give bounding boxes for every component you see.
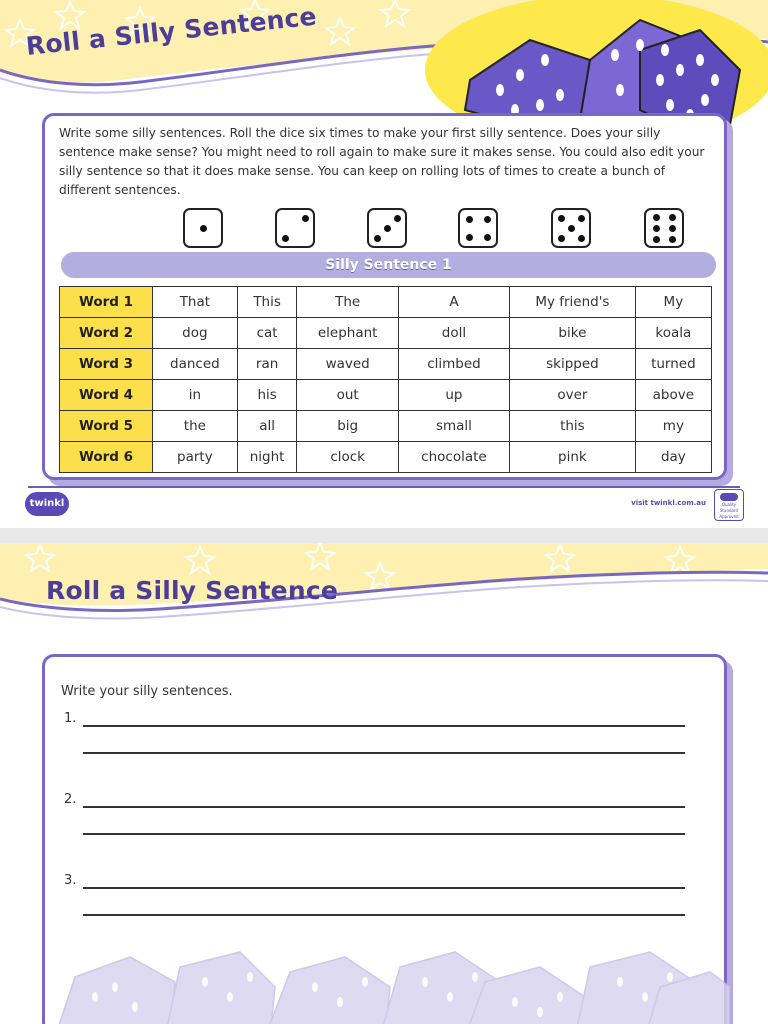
writing-line[interactable] (83, 833, 685, 835)
word-cell: My friend's (510, 287, 636, 318)
word-cell: The (297, 287, 398, 318)
word-cell: bike (510, 318, 636, 349)
writing-line[interactable] (83, 725, 685, 727)
faded-dice-illustration (45, 927, 730, 1024)
word-cell: the (153, 411, 238, 442)
dice-faces-row (45, 208, 730, 250)
word-cell: night (237, 442, 297, 473)
table-row (60, 318, 712, 349)
line-number-3: 3. (64, 873, 77, 888)
word-cell: cat (237, 318, 297, 349)
writing-line[interactable] (83, 806, 685, 808)
writing-line[interactable] (83, 752, 685, 754)
row-label: Word 4 (60, 380, 153, 411)
word-cell: ran (237, 349, 297, 380)
badge-text: Quality Standard Approved (719, 502, 739, 519)
word-cell: elephant (297, 318, 398, 349)
word-cell: My (635, 287, 711, 318)
row-label: Word 1 (60, 287, 153, 318)
table-row (60, 442, 712, 473)
word-cell: all (237, 411, 297, 442)
row-label: Word 5 (60, 411, 153, 442)
page-title: Roll a Silly Sentence (24, 1, 318, 61)
page-footer (0, 484, 768, 528)
word-cell: in (153, 380, 238, 411)
word-cell: party (153, 442, 238, 473)
word-cell: pink (510, 442, 636, 473)
quality-badge-icon (714, 489, 744, 521)
page-separator (0, 528, 768, 543)
writing-prompt: Write your silly sentences. (61, 684, 233, 699)
word-cell: up (398, 380, 509, 411)
word-cell: clock (297, 442, 398, 473)
word-cell: climbed (398, 349, 509, 380)
writing-line[interactable] (83, 887, 685, 889)
word-cell: turned (635, 349, 711, 380)
table-row (60, 411, 712, 442)
word-cell: my (635, 411, 711, 442)
word-cell: above (635, 380, 711, 411)
writing-card (42, 654, 727, 1024)
word-cell: danced (153, 349, 238, 380)
word-cell: koala (635, 318, 711, 349)
die-face-5-icon (551, 208, 591, 248)
word-cell: chocolate (398, 442, 509, 473)
row-label: Word 3 (60, 349, 153, 380)
word-cell: That (153, 287, 238, 318)
word-cell: dog (153, 318, 238, 349)
footer-divider (28, 486, 740, 488)
word-cell: small (398, 411, 509, 442)
row-label: Word 6 (60, 442, 153, 473)
line-number-2: 2. (64, 792, 77, 807)
header-banner (0, 0, 768, 130)
table-row (60, 349, 712, 380)
row-label: Word 2 (60, 318, 153, 349)
die-face-6-icon (644, 208, 684, 248)
writing-line[interactable] (83, 914, 685, 916)
word-table (59, 286, 712, 473)
word-cell: skipped (510, 349, 636, 380)
word-cell: day (635, 442, 711, 473)
word-cell: This (237, 287, 297, 318)
word-cell: out (297, 380, 398, 411)
die-face-2-icon (275, 208, 315, 248)
line-number-1: 1. (64, 711, 77, 726)
worksheet-page-2 (0, 543, 768, 1024)
word-cell: this (510, 411, 636, 442)
visit-link[interactable]: visit twinkl.com.au (631, 499, 706, 507)
die-face-3-icon (367, 208, 407, 248)
instructions-text: Write some silly sentences. Roll the dice six times to make your first silly sentence. Does your silly sentence make sense? You might need to roll again to make sure it makes sense. You could also edit your silly sentence so that it does make sense. You can keep on rolling lots of times to create a bunch of different sentences. (59, 126, 705, 197)
instructions-card (42, 113, 727, 480)
word-cell: waved (297, 349, 398, 380)
table-row (60, 287, 712, 318)
word-cell: doll (398, 318, 509, 349)
die-face-4-icon (458, 208, 498, 248)
twinkl-logo: twinkl (25, 492, 69, 516)
die-face-1-icon (183, 208, 223, 248)
word-cell: over (510, 380, 636, 411)
page-title-2: Roll a Silly Sentence (46, 576, 338, 605)
table-title: Silly Sentence 1 (61, 252, 716, 278)
table-row (60, 380, 712, 411)
word-cell: big (297, 411, 398, 442)
word-cell: his (237, 380, 297, 411)
word-cell: A (398, 287, 509, 318)
